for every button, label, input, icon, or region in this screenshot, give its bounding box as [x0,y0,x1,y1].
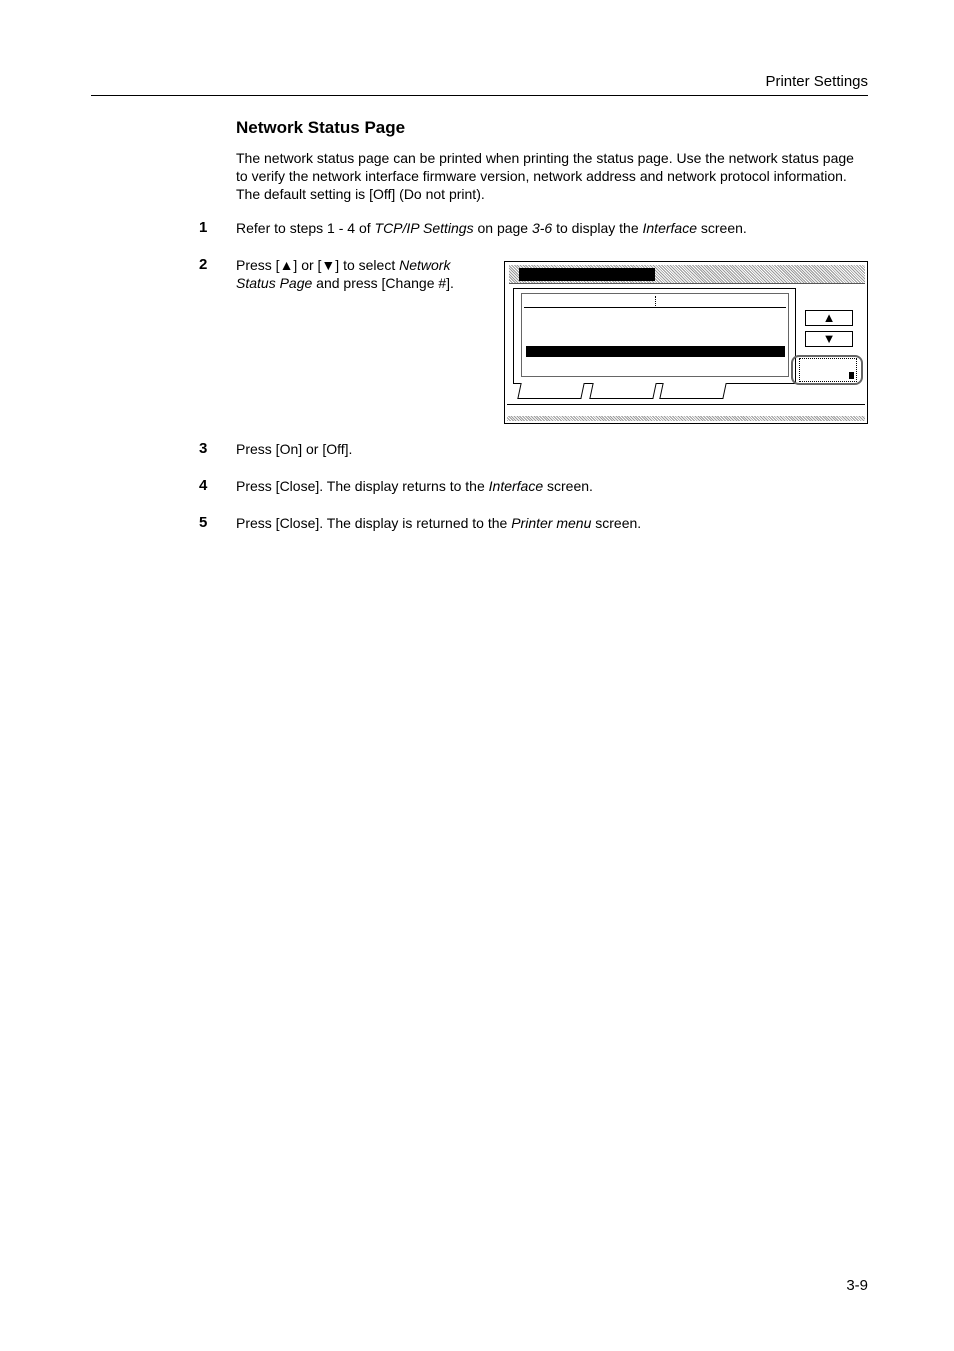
step-3-number: 3 [199,440,208,457]
screen-list-panel [513,288,796,384]
step-5-text: Press [Close]. The display is returned to the Printer menu screen. [236,515,642,531]
step-4-text: Press [Close]. The display returns to the Interface screen. [236,478,593,494]
settings-list [521,293,789,377]
triangle-down-icon: ▼ [822,331,836,346]
header-divider [91,95,868,96]
intro-paragraph: The network status page can be printed when printing the status page. Use the network status page to verify the network interface firmware version, network address and network protocol information. The default setting is [Off] (Do not print). [236,150,854,202]
page-number: 3-9 [846,1277,868,1294]
step-4-number: 4 [199,477,208,494]
screen-tab-1[interactable] [517,383,584,399]
step-5-number: 5 [199,514,208,531]
screen-tab-3[interactable] [659,383,726,399]
scroll-down-button[interactable] [805,331,853,347]
screen-tab-2[interactable] [589,383,656,399]
step-2-number: 2 [199,256,208,273]
list-header-line [524,307,786,308]
change-button-highlight [791,355,863,385]
step-1-number: 1 [199,219,208,236]
step-3-text: Press [On] or [Off]. [236,441,353,457]
scroll-up-button[interactable] [805,310,853,326]
interface-screen-illustration [504,261,868,424]
header-title: Printer Settings [765,73,868,90]
section-title: Network Status Page [236,118,406,137]
triangle-up-icon: ▲ [822,310,836,325]
step-2-text: Press [▲] or [▼] to select Network Status Page and press [Change #]. [236,257,454,291]
screen-bottom-divider [507,404,865,405]
screen-title-block [519,268,655,281]
screen-title-bar [509,265,865,284]
step-1-text: Refer to steps 1 - 4 of TCP/IP Settings on page 3-6 to display the Interface screen. [236,220,747,236]
screen-footer-pattern [507,416,865,421]
column-separator [655,296,656,306]
selected-row-network-status-page[interactable] [526,346,785,357]
